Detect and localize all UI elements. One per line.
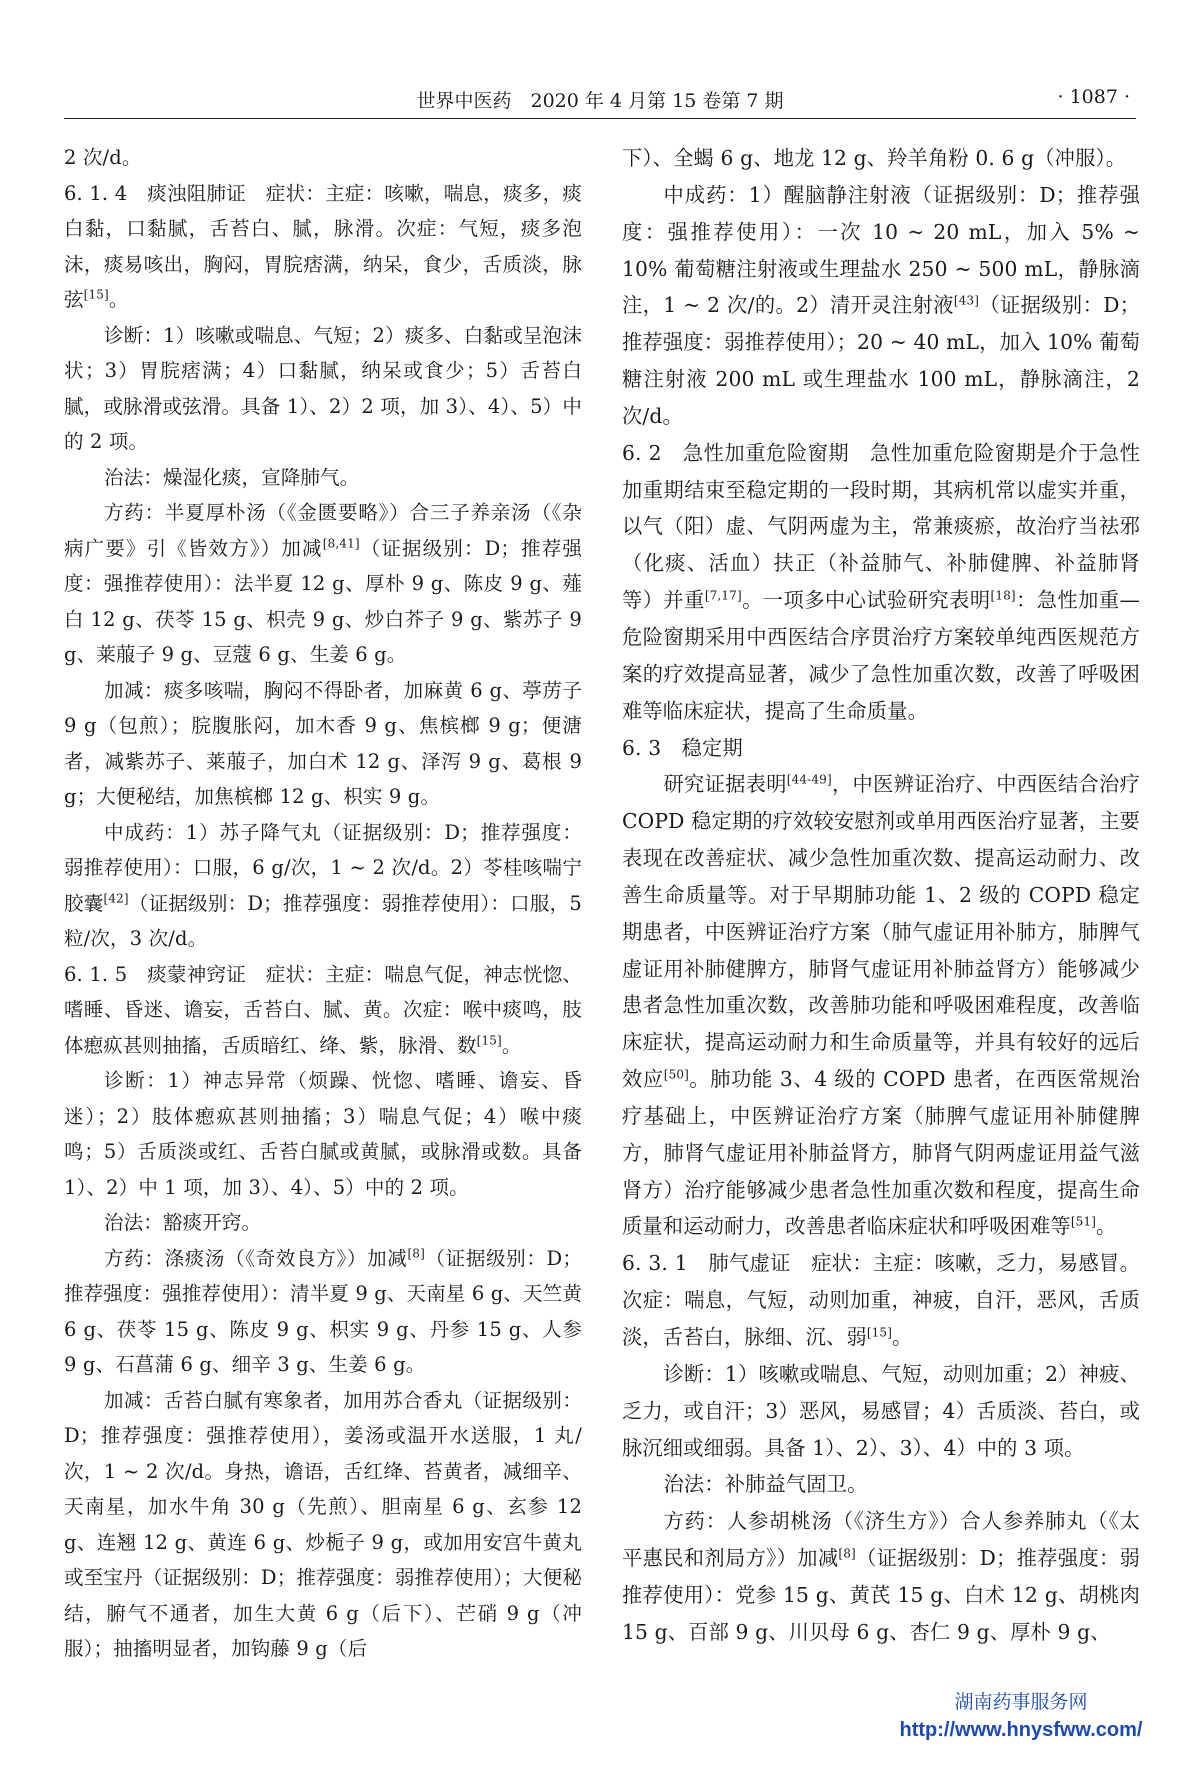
body-paragraph	[64, 1205, 582, 1241]
watermark-url: http://www.hnysfww.com/	[899, 1719, 1143, 1741]
paragraph-text: 中成药：1）醒脑静注射液（证据级别：D；推荐强度：强推荐使用）：一次 10 ~ 20 mL，加入 5% ~ 10% 葡萄糖注射液或生理盐水 250 ~ 500 mL，静脉滴注，1 ~ 2 次/的。2）清开灵注射液	[622, 182, 1140, 318]
citation-ref: [51]	[1070, 1214, 1097, 1229]
citation-ref: [8]	[838, 1546, 856, 1561]
paragraph-text: （证据级别：D；推荐强度：强推荐使用）：清半夏 9 g、天南星 6 g、天竺黄 6 g、茯苓 15 g、陈皮 9 g、枳实 9 g、丹参 15 g、人参 9 g、石菖蒲 6 g、细辛 3 g、生姜 6 g。	[64, 1246, 582, 1376]
paragraph-text: 2 次/d。	[64, 146, 142, 169]
running-header	[64, 78, 1136, 119]
citation-ref: [44-49]	[786, 772, 832, 787]
paragraph-text: （证据级别：D；推荐强度：强推荐使用）：法半夏 12 g、厚朴 9 g、陈皮 9 g、薤白 12 g、茯苓 15 g、枳壳 9 g、炒白芥子 9 g、紫苏子 9 g、莱菔子 9 g、豆蔻 6 g、生姜 6 g。	[64, 536, 582, 666]
paragraph-text: 诊断：1）咳嗽或喘息、气短，动则加重；2）神疲、乏力，或自汗；3）恶风，易感冒；4）舌质淡、苔白，或脉沉细或细弱。具备 1）、2）、3）、4）中的 3 项。	[622, 1361, 1140, 1460]
paragraph-text: 。	[892, 1325, 913, 1349]
citation-ref: [15]	[83, 287, 109, 302]
body-paragraph	[64, 1383, 582, 1667]
watermark	[856, 1690, 1186, 1744]
citation-ref: [8,41]	[322, 536, 360, 550]
citation-ref: [15]	[866, 1325, 893, 1340]
body-paragraph	[64, 815, 582, 957]
citation-ref: [7,17]	[704, 588, 742, 603]
citation-ref: [18]	[990, 588, 1016, 603]
paragraph-text: 6. 2 急性加重危险窗期 急性加重危险窗期是介于急性加重期结束至稳定期的一段时期，其病机常以虚实并重，以气（阳）虚、气阴两虚为主，常兼痰瘀，故治疗当祛邪（化痰、活血）扶正（补益肺气、补肺健脾、补益肺肾等）并重	[622, 440, 1140, 613]
body-paragraph	[64, 673, 582, 815]
paragraph-text: 加减：痰多咳喘，胸闷不得卧者，加麻黄 6 g、葶苈子 9 g（包煎）；脘腹胀闷，加木香 9 g、焦槟榔 9 g；便溏者，减紫苏子、莱菔子，加白术 12 g、泽泻 9 g、葛根 9 g；大便秘结，加焦槟榔 12 g、枳实 9 g。	[64, 678, 582, 808]
paragraph-text: ，中医辨证治疗、中西医结合治疗 COPD 稳定期的疗效较安慰剂或单用西医治疗显著，主要表现在改善症状、减少急性加重次数、提高运动耐力、改善生命质量等。对于早期肺功能 1、2 级的 COPD 稳定期患者，中医辨证治疗方案（肺气虚证用补肺方，肺脾气虚证用补肺健脾方，肺肾气虚证用补肺益肾方）能够减少患者急性加重次数，改善肺功能和呼吸困难程度，改善临床症状，提高运动耐力和生命质量等，并具有较好的远后效应	[622, 772, 1140, 1092]
paragraph-text: 方药：半夏厚朴汤（《金匮要略》）合三子养亲汤（《杂病广要》引《皆效方》）加减	[64, 501, 582, 560]
citation-ref: [8]	[407, 1246, 425, 1260]
paragraph-text: 治法：豁痰开窍。	[103, 1211, 262, 1234]
left-column	[64, 140, 582, 1667]
section-paragraph	[64, 140, 582, 176]
paragraph-text: 。一项多中心试验研究表明	[741, 588, 991, 613]
paragraph-text: 治法：燥湿化痰，宣降肺气。	[103, 465, 360, 489]
citation-ref: [43]	[953, 293, 980, 308]
paragraph-text: （证据级别：D；推荐强度：弱推荐使用）；20 ~ 40 mL，加入 10% 葡萄糖注射液 200 mL 或生理盐水 100 mL，静脉滴注，2 次/d。	[622, 293, 1140, 428]
paragraph-text: 研究证据表明	[663, 772, 787, 797]
paragraph-text: 诊断：1）咳嗽或喘息、气短；2）痰多、白黏或呈泡沫状；3）胃脘痞满；4）口黏腻，纳呆或食少；5）舌苔白腻，或脉滑或弦滑。具备 1）、2）2 项，加 3）、4）、5）中的 2 项。	[64, 323, 582, 453]
body-paragraph	[64, 1241, 582, 1383]
paragraph-text: 6. 1. 4 痰浊阻肺证 症状：主症：咳嗽，喘息，痰多，痰白黏，口黏腻，舌苔白、腻，脉滑。次症：气短，痰多泡沫，痰易咳出，胸闷，胃脘痞满，纳呆，食少，舌质淡，脉弦	[64, 181, 582, 311]
paragraph-text: 治法：补肺益气固卫。	[663, 1472, 868, 1497]
watermark-site-name: 湖南药事服务网	[954, 1692, 1088, 1713]
body-paragraph	[64, 1063, 582, 1205]
section-paragraph	[622, 435, 1140, 730]
body-paragraph	[622, 1466, 1140, 1503]
paragraph-text: 6. 3 稳定期	[622, 735, 743, 760]
paragraph-text: 6. 3. 1 肺气虚证 症状：主症：咳嗽，乏力，易感冒。次症：喘息，气短，动则加重，神疲，自汗，恶风，舌质淡，舌苔白，脉细、沉、弱	[622, 1251, 1140, 1349]
body-paragraph	[622, 1503, 1140, 1650]
section-paragraph	[622, 730, 1140, 767]
body-paragraph	[622, 177, 1140, 435]
paragraph-text: 方药：涤痰汤（《奇效良方》）加减	[103, 1246, 408, 1270]
paragraph-text: 。肺功能 3、4 级的 COPD 患者，在西医常规治疗基础上，中医辨证治疗方案（肺脾气虚证用补肺健脾方，肺肾气虚证用补肺益肾方，肺肾气阴两虚证用益气滋肾方）治疗能够减少患者急性加重次数和程度，提高生命质量和运动耐力，改善患者临床症状和呼吸困难等	[622, 1067, 1140, 1239]
citation-ref: [50]	[663, 1067, 689, 1082]
body-paragraph	[622, 766, 1140, 1245]
section-paragraph	[622, 140, 1140, 177]
body-paragraph	[64, 318, 582, 460]
paragraph-text: 中成药：1）苏子降气丸（证据级别：D；推荐强度：弱推荐使用）：口服，6 g/次，1 ~ 2 次/d。2）苓桂咳喘宁胶囊	[64, 820, 582, 915]
paragraph-text: ：急性加重—危险窗期采用中西医结合序贯治疗方案较单纯西医规范方案的疗效提高显著，减少了急性加重次数，改善了呼吸困难等临床症状，提高了生命质量。	[622, 588, 1140, 723]
body-paragraph	[64, 495, 582, 673]
body-paragraph	[622, 1356, 1140, 1467]
citation-ref: [42]	[103, 891, 129, 905]
paragraph-text: （证据级别：D；推荐强度：弱推荐使用）：口服，5 粒/次，3 次/d。	[64, 891, 582, 950]
body-paragraph	[64, 460, 582, 496]
paragraph-text: 6. 1. 5 痰蒙神窍证 症状：主症：喘息气促，神志恍惚、嗜睡、昏迷、谵妄，舌苔白、腻、黄。次症：喉中痰鸣，肢体瘛疭甚则抽搐，舌质暗红、绛、紫，脉滑、数	[64, 962, 582, 1057]
section-paragraph	[622, 1245, 1140, 1356]
paragraph-text: 诊断：1）神志异常（烦躁、恍惚、嗜睡、谵妄、昏迷）；2）肢体瘛疭甚则抽搐；3）喘息气促；4）喉中痰鸣；5）舌质淡或红、舌苔白腻或黄腻，或脉滑或数。具备 1）、2）中 1 项，加 3）、4）、5）中的 2 项。	[64, 1069, 582, 1199]
paragraph-text: 。	[501, 1033, 522, 1057]
paragraph-text: 。	[1096, 1214, 1117, 1239]
citation-ref: [15]	[476, 1033, 502, 1047]
paragraph-text: 加减：舌苔白腻有寒象者，加用苏合香丸（证据级别：D；推荐强度：强推荐使用），姜汤或温开水送服，1 丸/次，1 ~ 2 次/d。身热，谵语，舌红绛、苔黄者，减细辛、天南星，加水牛角 30 g（先煎）、胆南星 6 g、玄参 12 g、连翘 12 g、黄连 6 g、炒栀子 9 g，或加用安宫牛黄丸或至宝丹（证据级别：D；推荐强度：弱推荐使用）；大便秘结，腑气不通者，加生大黄 6 g（后下）、芒硝 9 g（冲服）；抽搐明显者，加钩藤 9 g（后	[64, 1388, 582, 1660]
paragraph-text: 。	[108, 288, 129, 311]
page-number: · 1087 ·	[1057, 86, 1130, 108]
paragraph-text: 方药：人参胡桃汤（《济生方》）合人参养肺丸（《太平惠民和剂局方》）加减	[622, 1509, 1140, 1571]
paragraph-text: 下）、全蝎 6 g、地龙 12 g、羚羊角粉 0. 6 g（冲服）。	[622, 146, 1127, 170]
paragraph-text: （证据级别：D；推荐强度：弱推荐使用）：党参 15 g、黄芪 15 g、白术 12 g、胡桃肉 15 g、百部 9 g、川贝母 6 g、杏仁 9 g、厚朴 9 g、	[622, 1546, 1140, 1644]
section-paragraph	[64, 957, 582, 1064]
journal-title: 世界中医药 2020 年 4 月第 15 卷第 7 期	[416, 90, 784, 112]
section-paragraph	[64, 176, 582, 318]
right-column	[622, 140, 1140, 1651]
